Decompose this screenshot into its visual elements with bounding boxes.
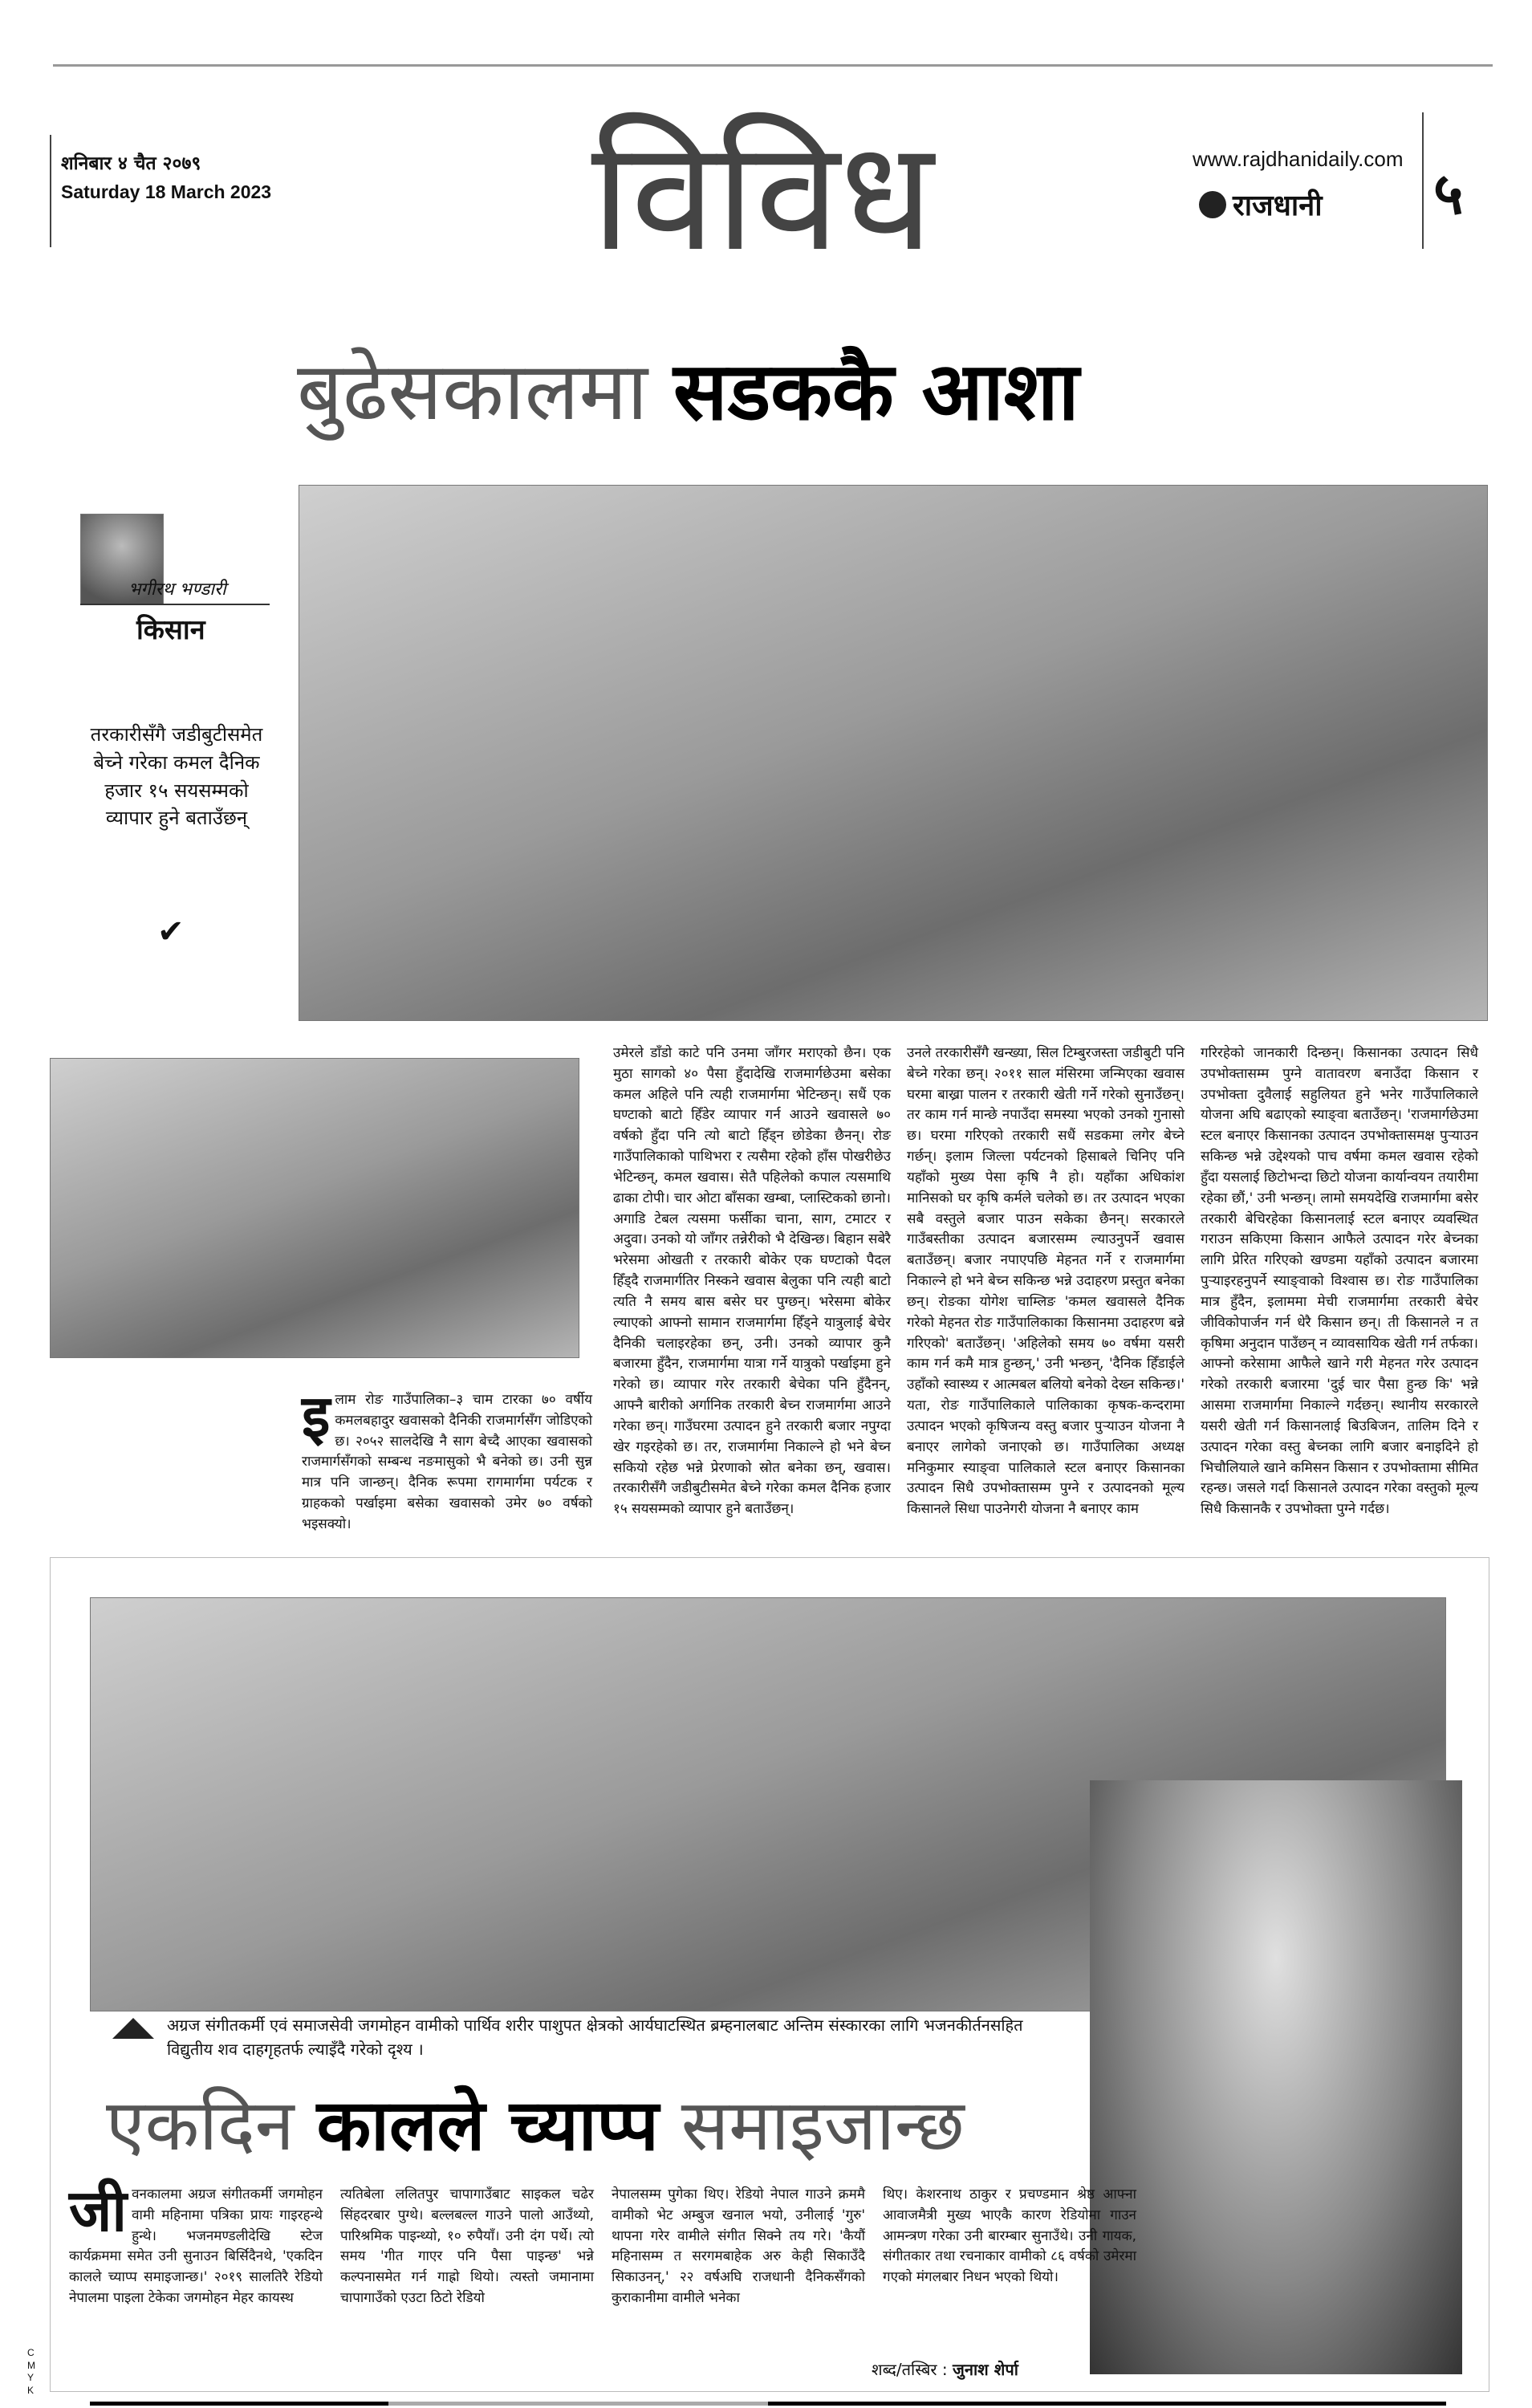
caption-triangle-icon <box>112 2018 154 2039</box>
main-photo-vegetable-stall <box>299 485 1488 1021</box>
date-english: Saturday 18 March 2023 <box>61 181 272 202</box>
section-title: विविध <box>591 108 934 285</box>
page-number: ५ <box>1433 160 1464 227</box>
bottom-rule <box>90 2402 1446 2406</box>
photo-caption: अग्रज संगीतकर्मी एवं समाजसेवी जगमोहन वामीको पार्थिव शरीर पाशुपत क्षेत्रको आर्यघाटस्थित ब्रम्हनालबाट अन्तिम संस्कारका लागि भजनकीर्तनसहित विद्युतीय शव दाहगृहतर्फ ल्याइँदै गरेको दृश्य । <box>167 2015 1023 2059</box>
cmyk-registration-marks: C M Y K <box>27 2347 35 2396</box>
masthead-right-rule <box>1422 112 1424 249</box>
headline2-light-part-1: एकदिन <box>106 2084 295 2166</box>
credit-label: शब्द/तस्बिर : <box>872 2360 948 2379</box>
headline2-dark-part: कालले च्याप्प <box>316 2084 659 2166</box>
date-nepali: शनिबार ४ चैत २०७९ <box>61 153 201 174</box>
dropcap: इ <box>302 1382 331 1450</box>
story1-headline <box>297 344 1079 440</box>
top-rule <box>53 64 1493 67</box>
logo-text: राजधानी <box>1233 189 1323 222</box>
column-text: लाम रोङ गाउँपालिका–३ चाम टारका ७० वर्षीय कमलबहादुर खवासको दैनिकी राजमार्गसँग जोडिएको छ। २०५२ सालदेखि नै साग बेच्दै आएका खवासको राजमार्गसँगको सम्बन्ध नङमासुको भै बनेको छ। उनी सुन्न मात्र पनि जान्छन्। दैनिक रूपमा रागमार्गमा पर्यटक र ग्राहकको पर्खाइमा बसेका खवासको उमेर ७० वर्षको भइसक्यो। <box>302 1392 592 1532</box>
story2-column-1 <box>69 2177 323 2309</box>
headline-light-part: बुढेसकालमा <box>297 344 648 438</box>
story2-column-2: त्यतिबेला ललितपुर चापागाउँबाट साइकल चढेर सिंहदरबार पुग्थे। बल्लबल्ल गाउने पालो आउँथ्यो, पारिश्रमिक पाइन्थ्यो, १० रुपैयाँ। उनी दंग पर्थे। त्यो समय 'गीत गाएर पनि पैसा पाइन्छ' भन्ने कल्पनासमेत गर्न गाह्रो थियो। त्यस्तो जमानामा चापागाउँको एउटा ठिटो रेडियो <box>340 2186 594 2307</box>
dropcap: जी <box>69 2177 128 2244</box>
story2-column-4: थिए। केशरनाथ ठाकुर र प्रचण्डमान श्रेष्ठ आफ्ना आवाजमैत्री मुख्य भाएकै कारण रेडियोमा गाउन आमन्त्रण गरेका उनी बारम्बार सुनाउँथे। उनी गायक, संगीतकार तथा रचनाकार वामीको ८६ वर्षको उमेरमा गएको मंगलबार निधन भएको थियो। <box>883 2186 1136 2286</box>
story1-column-3: गरिरहेको जानकारी दिन्छन्। किसानका उत्पादन सिधै उपभोक्तासम्म पुग्ने वातावरण बनाउँदा किसान र उपभोक्ता दुवैलाई सहुलियत हुने भनेर गाउँपालिकाले योजना अघि बढाएको स्याङ्वा बताउँछन्। 'राजमार्गछेउमा स्टल बनाएर किसानका उत्पादन उपभोक्तासमक्ष पुऱ्याउन सकिन्छ भन्ने उद्देश्यको पाच वर्षमा कमल खवास रहेको हुँदा यसलाई छिटोभन्दा छिटो योजना कार्यान्वयन तयारीमा रहेका छौं,' उनी भन्छन्। लामो समयदेखि राजमार्गमा बसेर तरकारी बेचिरहेका किसानलाई स्टल बनाएर व्यवस्थित गराउन सकिएमा किसान आफैले उत्पादन गरेर बेच्नका लागि प्रेरित गरिएको खण्डमा यहाँको उत्पादन बजारमा पुऱ्याइरहनुपर्ने स्याङ्वाको विश्वास छ। रोङ गाउँपालिका मात्र हुँदैन, इलाममा मेची राजमार्गमा तरकारी बेचेर जीविकोपार्जन गर्न धेरै किसान छन्। ती किसानले न त कृषिमा अनुदान पाउँछन् न व्यावसायिक खेती गर्न तर्फका। आफ्नो करेसामा आफैले खाने गरी मेहनत गरेर उत्पादन गरेको तरकारी बजारमा 'दुई चार पैसा हुन्छ कि' भन्ने आसमा राजमार्गमा निकाल्ने गर्दछन्। स्थानीय सरकारले यसरी खेती गर्न किसानलाई बिउबिजन, तालिम दिने र उत्पादन गरेका वस्तु बेच्नका लागि बजार बनाइदिने हो भिचौलियाले खाने कमिसन किसान र उपभोक्तामा सीमित रहन्छ। जसले गर्दा किसानले उत्पादन गरेका वस्तुको मूल्य सिधै किसानकै र उपभोक्ता पुग्ने गर्दछ। <box>1201 1045 1478 1518</box>
site-url[interactable]: www.rajdhanidaily.com <box>1193 147 1404 171</box>
newspaper-logo <box>1199 185 1323 224</box>
story1-column-0 <box>302 1382 592 1536</box>
headline-dark-part: सडककै आशा <box>673 344 1079 438</box>
story1-column-1: उमेरले डाँडो काटे पनि उनमा जाँगर मराएको छैन। एक मुठा सागको ४० पैसा हुँदादेखि राजमार्गछेउमा बसेका कमल अहिले पनि त्यही राजमार्गमा भेटिन्छन्। सधैं एक घण्टाको बाटो हिँडेर व्यापार गर्न आउने खवासले ७० वर्षको हुँदा पनि त्यो बाटो हिँड्न छोडेका छैनन्। रोङ गाउँपालिकाको पाथिभरा र त्यसैमा रहेको हाँस पोखरीछेउ भेटिन्छन्, कमल खवास। सेतै पहिलेको कपाल त्यसमाथि ढाका टोपी। चार ओटा बाँसका खम्बा, प्लास्टिकको छानो। अगाडि टेबल त्यसमा फर्सीका चाना, साग, टमाटर र अदुवा। उनको यो जाँगर तन्नेरीको भै देखिन्छ। बिहान सबेरै भरेसमा ओखती र तरकारी बोकेर एक घण्टाको पैदल हिँड्दै राजमार्गतिर निस्कने खवास बेलुका पनि त्यही बाटो त्यति नै समय बास बसेर घर पुग्छन्। भरेसमा बोकेर ल्याएको आफ्नो सामान राजमार्गमा हिँड्ने यात्रुलाई बेचेर दैनिकी चलाइरहेका छन्, उनी। उनको व्यापार कुनै बजारमा हुँदैन, राजमार्गमा यात्रा गर्ने यात्रुको पर्खाइमा हुने गरेको छ। व्यापार गरेर तरकारी बेचेका पनि हुँदैनन्, आफ्नै बारीको अर्गानिक तरकारी बेच्न राजमार्गमा आउने गरेका छन्। गाउँघरमा उत्पादन हुने तरकारी बजार नपुग्दा खेर गइरहेको छ। तर, राजमार्गमा निकाल्ने हो भने बेच्न सकियो रहेछ भन्ने प्रेरणाको स्रोत बनेका छन्, खवास। तरकारीसँगै जडीबुटीसमेत बेच्ने गरेका कमल दैनिक हजार १५ सयसम्मको व्यापार हुने बताउँछन्। <box>613 1045 891 1518</box>
logo-emblem-icon <box>1199 191 1226 218</box>
story2-column-3: नेपालसम्म पुगेका थिए। रेडियो नेपाल गाउने क्रममै वामीको भेट अम्बुज खनाल भयो, उनीलाई 'गुरु' थापना गरेर वामीले संगीत सिक्ने तय गरे। 'कैयौं महिनासम्म त सरगमबाहेक अरु केही सिकाउँदै सिकाउनन्,' २२ वर्षअघि राजधानी दैनिकसँगको कुराकानीमा वामीले भनेका <box>612 2186 865 2307</box>
story2-headline <box>106 2084 965 2166</box>
author-role: किसान <box>136 614 205 646</box>
portrait-jagmohan-wami <box>1090 1780 1462 2374</box>
photo-customers-at-stall <box>50 1058 579 1358</box>
author-name: भगीरथ भण्डारी <box>128 580 226 600</box>
checkmark-icon: ✔ <box>157 913 185 950</box>
pull-quote: तरकारीसँगै जडीबुटीसमेत बेच्ने गरेका कमल दैनिक हजार १५ सयसम्मको व्यापार हुने बताउँछन् <box>90 723 263 830</box>
headline2-light-part-2: समाइजान्छ <box>681 2084 965 2166</box>
story1-column-2: उनले तरकारीसँगै खन्ख्या, सिल टिम्बुरजस्ता जडीबुटी पनि बेच्ने गरेका छन्। २०११ साल मंसिरमा जन्मिएका खवास घरमा बाख्रा पालन र तरकारी खेती गर्ने गरेको सुनाउँछन्। तर काम गर्न मान्छे नपाउँदा समस्या भएको उनको गुनासो छ। घरमा गरिएको तरकारी सधैं सडकमा लगेर बेच्ने गर्छन्। इलाम जिल्ला पर्यटनको हिसाबले चिनिए पनि यहाँको मुख्य पेसा कृषि नै हो। यहाँका अधिकांश मानिसको घर कृषि कर्मले चलेको छ। तर उत्पादन भएका सबै वस्तुले बजार पाउन सकेका छैनन्। सरकारले गाउँबस्तीका उत्पादन बजारसम्म ल्याउनुपर्ने खवास बताउँछन्। बजार नपाएपछि मेहनत गर्ने र राजमार्गमा निकाल्ने हो भने बेच्न सकिन्छ भन्ने उदाहरण प्रस्तुत बनेका छन्। रोङका योगेश चाम्लिङ 'कमल खवासले दैनिक गरेको मेहनत रोङ गाउँपालिकाका किसानमा उदाहरण बन्ने गरिएको' बताउँछन्। 'अहिलेको समय ७० वर्षमा यसरी काम गर्न कमै मात्र हुन्छन्,' उनी भन्छन्, 'दैनिक हिँडाईले उहाँको स्वास्थ्य र आत्मबल बलियो बनेको देख्न सकिन्छ।' यता, रोङ गाउँपालिकाले पालिकाका कृषक-कन्दरामा उत्पादन भएको कृषिजन्य वस्तु बजार पुऱ्याउन योजना नै बनाएर लागेको जनाएको छ। गाउँपालिका अध्यक्ष मनिकुमार स्याङ्वा पालिकाले स्टल बनाएर किसानका उत्पादन सिधै उपभोक्तासम्म पुग्ने र उत्पादनको मूल्य किसानले सिधा पाउनेगरी योजना नै बनाएर काम <box>907 1045 1185 1518</box>
photo-credit <box>872 2358 1018 2380</box>
masthead-left-rule <box>50 135 51 247</box>
column-text: वनकालमा अग्रज संगीतकर्मी जगमोहन वामी महिनामा पत्रिका प्रायः गाइरहन्थे हुन्थे। भजनमण्डलीदेखि स्टेज कार्यक्रममा समेत उनी सुनाउन बिर्सिदैनथे, 'एकदिन कालले च्याप्प समाइजान्छ।' २०१९ सालतिरै रेडियो नेपालमा पाइला टेकेका जगमोहन मेहर कायस्थ <box>69 2186 323 2307</box>
author-rule <box>80 604 270 605</box>
credit-name: जुनाश शेर्पा <box>953 2360 1018 2379</box>
